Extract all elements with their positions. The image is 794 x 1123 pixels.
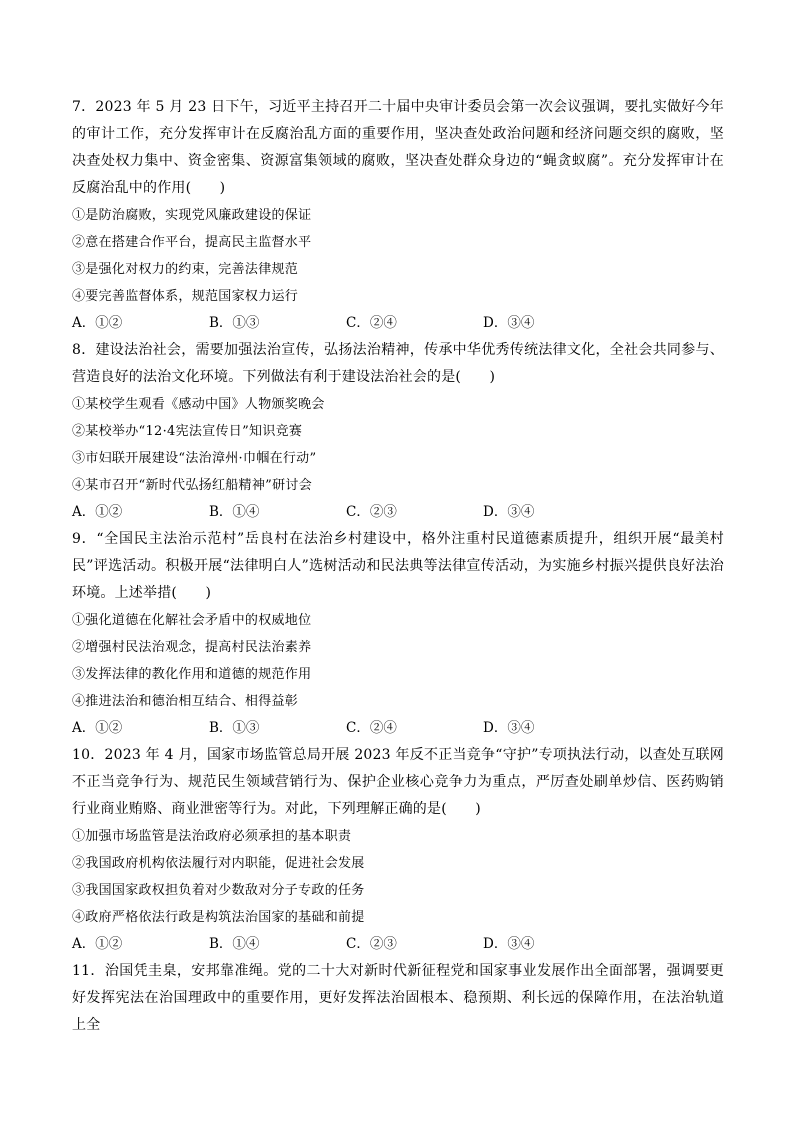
- answer-choice-a: A．①②: [72, 504, 123, 520]
- question-11: [72, 958, 724, 1039]
- question-stem: 8．建设法治社会，需要加强法治宣传，弘扬法治精神，传承中华优秀传统法律文化，全社会共同参与、营造良好的法治文化环境。下列做法有利于建设法治社会的是( ): [72, 342, 724, 385]
- option-statement: ③市妇联开展建设“法治漳州·巾帼在行动”: [72, 451, 317, 466]
- option-statement: ②增强村民法治观念，提高村民法治素养: [72, 640, 312, 655]
- option-statement: ④推进法治和德治相互结合、相得益彰: [72, 694, 299, 709]
- question-8: [72, 337, 724, 526]
- option-statement: ④政府严格依法行政是构筑法治国家的基础和前提: [72, 910, 365, 925]
- option-statement: ③发挥法律的教化作用和道德的规范作用: [72, 667, 312, 682]
- option-statement: ①是防治腐败，实现党风廉政建设的保证: [72, 208, 312, 223]
- answer-choice-c: C．②③: [346, 504, 397, 520]
- answer-choice-d: D．③④: [483, 504, 535, 520]
- answer-choice-b: B．①③: [209, 315, 260, 331]
- option-statement: ①加强市场监管是法治政府必须承担的基本职责: [72, 829, 352, 844]
- option-statement: ①强化道德在化解社会矛盾中的权威地位: [72, 613, 312, 628]
- question-7: [72, 94, 724, 337]
- answer-choice-c: C．②④: [346, 720, 397, 736]
- answer-choices: [72, 715, 724, 742]
- answer-choice-a: A．①②: [72, 936, 123, 952]
- option-statement: ④某市召开“新时代弘扬红船精神”研讨会: [72, 478, 312, 493]
- question-stem: 9．“全国民主法治示范村”岳良村在法治乡村建设中，格外注重村民道德素质提升，组织开展“最美村民”评选活动。积极开展“法律明白人”选树活动和民法典等法律宣传活动，为实施乡村振兴提供良好法治环境。上述举措( ): [72, 531, 724, 601]
- option-statement: ③是强化对权力的约束，完善法律规范: [72, 262, 299, 277]
- answer-choice-c: C．②③: [346, 936, 397, 952]
- option-statement: ④要完善监督体系，规范国家权力运行: [72, 289, 299, 304]
- answer-choice-b: B．①④: [209, 504, 260, 520]
- answer-choice-a: A．①②: [72, 720, 123, 736]
- answer-choices: [72, 499, 724, 526]
- answer-choice-d: D．③④: [483, 315, 535, 331]
- answer-choices: [72, 310, 724, 337]
- option-statement: ③我国国家政权担负着对少数敌对分子专政的任务: [72, 883, 365, 898]
- question-10: [72, 742, 724, 958]
- question-stem: 7．2023 年 5 月 23 日下午，习近平主持召开二十届中央审计委员会第一次会议强调，要扎实做好今年的审计工作，充分发挥审计在反腐治乱方面的重要作用，坚决查处政治问题和经济问题交织的腐败，坚决查处权力集中、资金密集、资源富集领域的腐败，坚决查处群众身边的“蝇贪蚁腐”。充分发挥审计在反腐治乱中的作用( ): [72, 99, 724, 196]
- answer-choice-c: C．②④: [346, 315, 397, 331]
- question-stem: 11．治国凭圭臬，安邦靠准绳。党的二十大对新时代新征程党和国家事业发展作出全面部署，强调要更好发挥宪法在治国理政中的重要作用，更好发挥法治固根本、稳预期、利长远的保障作用，在法治轨道上全: [72, 963, 724, 1033]
- question-9: [72, 526, 724, 742]
- answer-choice-b: B．①④: [209, 936, 260, 952]
- answer-choice-d: D．③④: [483, 936, 535, 952]
- answer-choices: [72, 931, 724, 958]
- option-statement: ②某校举办“12·4宪法宣传日”知识竞赛: [72, 424, 303, 439]
- option-statement: ②我国政府机构依法履行对内职能，促进社会发展: [72, 856, 365, 871]
- answer-choice-b: B．①③: [209, 720, 260, 736]
- answer-choice-d: D．③④: [483, 720, 535, 736]
- option-statement: ①某校学生观看《感动中国》人物颁奖晚会: [72, 397, 325, 412]
- question-stem: 10．2023 年 4 月，国家市场监管总局开展 2023 年反不正当竞争“守护”专项执法行动，以查处互联网不正当竞争行为、规范民生领域营销行为、保护企业核心竞争力为重点，严厉查处刷单炒信、医药购销行业商业贿赂、商业泄密等行为。对此，下列理解正确的是( ): [72, 747, 724, 817]
- answer-choice-a: A．①②: [72, 315, 123, 331]
- option-statement: ②意在搭建合作平台，提高民主监督水平: [72, 235, 312, 250]
